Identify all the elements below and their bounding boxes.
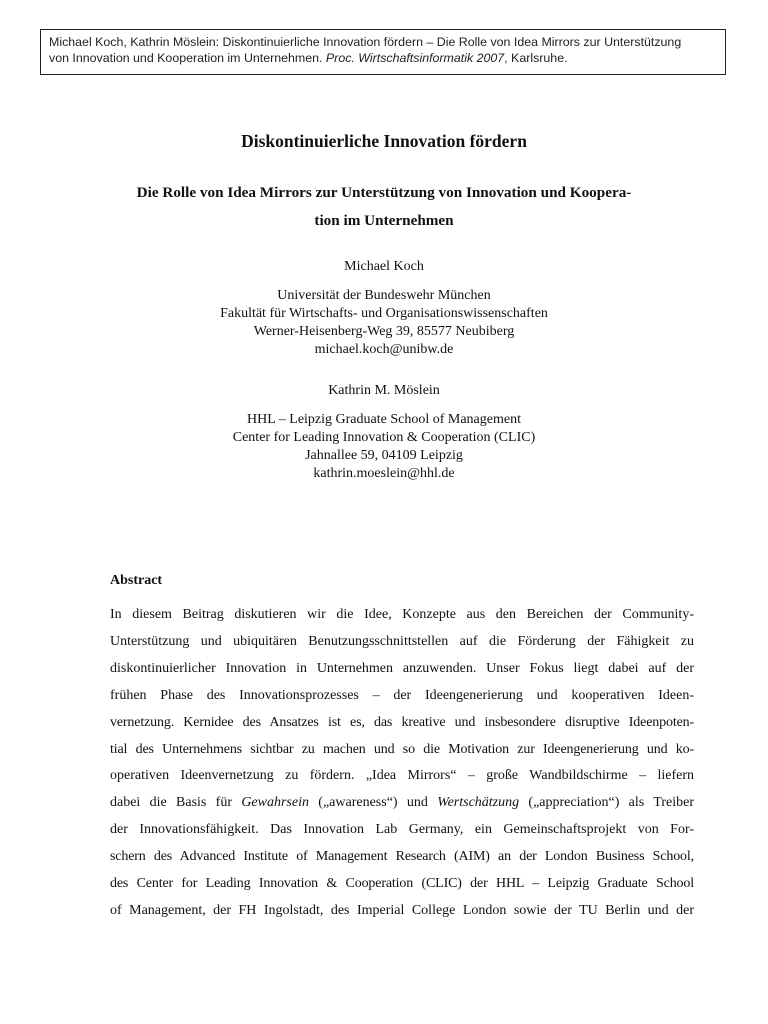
citation-line-2-prefix: von Innovation und Kooperation im Unternehmen. bbox=[49, 51, 323, 65]
author-name: Michael Koch bbox=[344, 259, 424, 274]
author-address: Jahnallee 59, 04109 Leipzig bbox=[305, 448, 463, 463]
author-institution: Universität der Bundeswehr München bbox=[277, 288, 491, 303]
abstract-line: of Management, der FH Ingolstadt, des Imperial College London sowie der TU Berlin und der bbox=[110, 902, 694, 918]
abstract-line: operativen Ideenvernetzung zu fördern. „Idea Mirrors“ – große Wandbildschirme – liefern bbox=[110, 768, 694, 784]
abstract-line: des Center for Leading Innovation & Cooperation (CLIC) der HHL – Leipzig Graduate School bbox=[110, 876, 694, 892]
author-email: kathrin.moeslein@hhl.de bbox=[313, 466, 455, 481]
abstract-line: Unterstützung und ubiquitären Benutzungsschnittstellen auf die Förderung der Fähigkeit zu bbox=[110, 633, 694, 649]
abstract-line: frühen Phase des Innovationsprozesses – der Ideengenerierung und kooperativen Ideen- bbox=[110, 687, 694, 703]
subtitle-line-1: Die Rolle von Idea Mirrors zur Unterstützung von Innovation und Koopera- bbox=[136, 184, 632, 201]
author-email: michael.koch@unibw.de bbox=[314, 342, 454, 357]
abstract-term-gewahrsein: Gewahrsein bbox=[241, 795, 309, 811]
paper-title: Diskontinuierliche Innovation fördern bbox=[241, 131, 527, 151]
author-institution: HHL – Leipzig Graduate School of Management bbox=[247, 412, 521, 427]
citation-proceedings: Proc. Wirtschaftsinformatik 2007 bbox=[325, 51, 505, 65]
paper-subtitle bbox=[100, 179, 668, 235]
abstract-text: („awareness“) und bbox=[308, 795, 438, 811]
abstract-line: diskontinuierlicher Innovation in Unternehmen anzuwenden. Unser Fokus liegt dabei auf der bbox=[110, 660, 694, 676]
subtitle-line-2: tion im Unternehmen bbox=[314, 212, 454, 229]
abstract-term-wertschaetzung: Wertschätzung bbox=[437, 795, 520, 811]
abstract-line: der Innovationsfähigkeit. Das Innovation Lab Germany, ein Gemeinschaftsprojekt von For- bbox=[110, 822, 694, 838]
author-center: Center for Leading Innovation & Cooperation (CLIC) bbox=[232, 430, 536, 445]
abstract-line-emphasis bbox=[110, 790, 694, 817]
author-name: Kathrin M. Möslein bbox=[328, 383, 440, 398]
abstract-line: vernetzung. Kernidee des Ansatzes ist es, das kreative und insbesondere disruptive Ideenpoten- bbox=[110, 714, 694, 730]
abstract-body bbox=[110, 602, 694, 925]
abstract-text: dabei die Basis für bbox=[110, 795, 242, 811]
author-block-1 bbox=[0, 258, 768, 359]
abstract-heading: Abstract bbox=[110, 573, 163, 588]
author-block-2 bbox=[0, 382, 768, 483]
citation-location: , Karlsruhe. bbox=[504, 51, 568, 65]
abstract-line: schern des Advanced Institute of Management Research (AIM) an der London Business School, bbox=[110, 849, 694, 865]
citation-header-box bbox=[40, 29, 726, 75]
abstract-text: („appreciation“) als Treiber bbox=[519, 795, 694, 811]
abstract-line: tial des Unternehmens sichtbar zu machen und so die Motivation zur Ideengenerierung und ko- bbox=[110, 741, 694, 757]
abstract-line: In diesem Beitrag diskutieren wir die Idee, Konzepte aus den Bereichen der Community- bbox=[110, 607, 694, 622]
citation-line-1: Michael Koch, Kathrin Möslein: Diskontinuierliche Innovation fördern – Die Rolle von Idea Mirrors zur Unterstützung bbox=[49, 35, 682, 49]
author-faculty: Fakultät für Wirtschafts- und Organisationswissenschaften bbox=[220, 306, 548, 321]
citation-line-2 bbox=[49, 50, 717, 66]
author-address: Werner-Heisenberg-Weg 39, 85577 Neubiberg bbox=[253, 324, 515, 339]
